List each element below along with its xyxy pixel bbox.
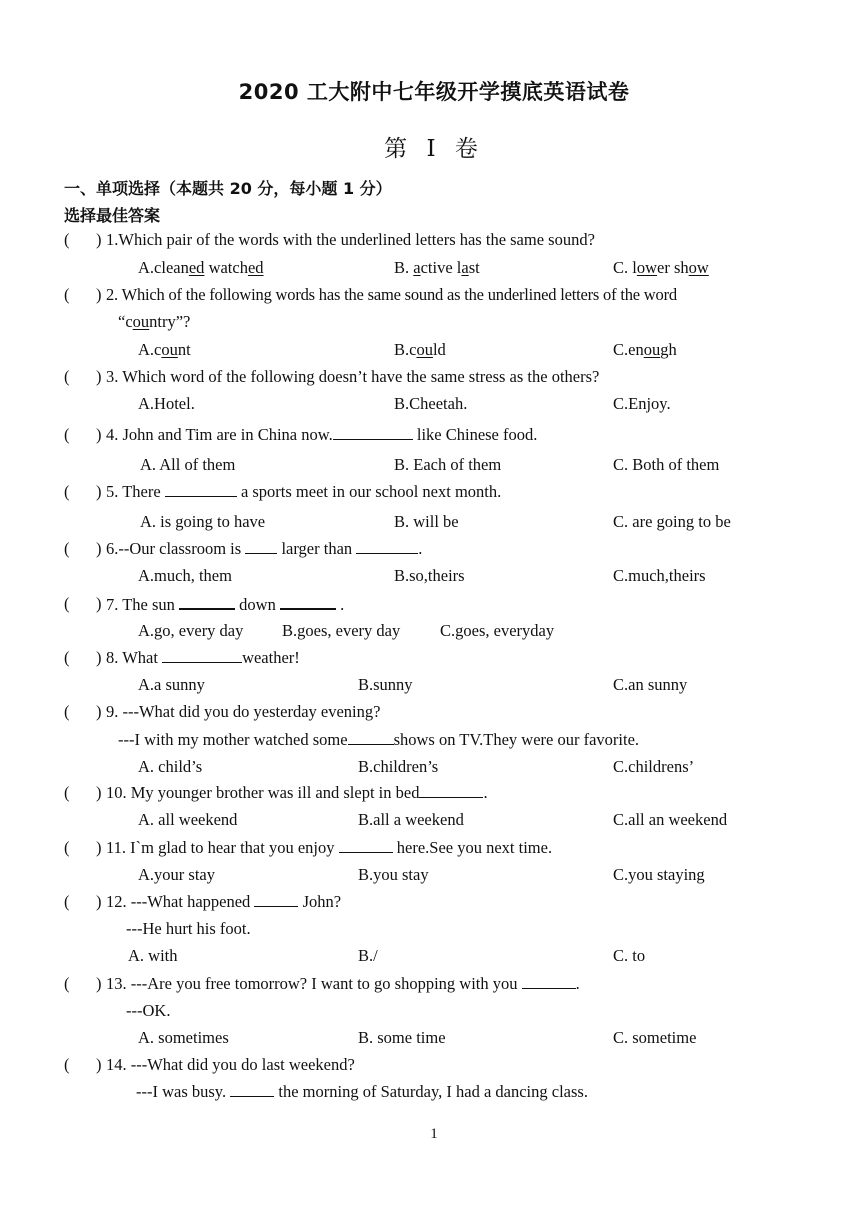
answer-blank[interactable] [165,482,237,497]
question-stem: 1.Which pair of the words with the underlined letters has the same sound? [106,230,595,249]
question-stem: 14. ---What did you do last weekend? [106,1055,355,1074]
option-a: A. child’s [138,757,203,776]
question-stem: 10. My younger brother was ill and slept in bed . [106,783,488,802]
question-continuation: ---OK. [126,1001,171,1020]
option-b: B.you stay [358,865,429,884]
answer-paren-close: ) [96,594,102,613]
answer-paren-open[interactable]: ( [64,367,70,386]
page-number: 1 [430,1126,438,1142]
question-stem: 11. I`m glad to hear that you enjoy here.See you next time. [106,838,553,857]
answer-paren-close: ) [96,838,102,857]
question-stem: 9. ---What did you do yesterday evening? [106,702,381,721]
question-stem: 4. John and Tim are in China now. like Chinese food. [106,425,538,444]
volume-heading: 第 I 卷 [384,136,484,162]
option-c: C.an sunny [613,675,688,694]
answer-paren-open[interactable]: ( [64,702,70,721]
answer-paren-close: ) [96,702,102,721]
question-stem: 7. The sun down . [106,595,345,614]
answer-paren-open[interactable]: ( [64,594,70,613]
question-stem: 2. Which of the following words has the same sound as the underlined letters of the word [106,285,677,304]
option-b: B. some time [358,1028,446,1047]
answer-blank[interactable] [419,783,483,798]
question-stem: 12. ---What happened John? [106,892,342,911]
option-b: B.so,theirs [394,566,465,585]
section-subtitle: 选择最佳答案 [64,206,161,225]
option-c: C.goes, everyday [440,621,555,640]
option-a: A.go, every day [138,621,244,640]
question-stem: 5. There a sports meet in our school next month. [106,482,502,501]
answer-paren-close: ) [96,648,102,667]
answer-paren-close: ) [96,892,102,911]
option-a: A.much, them [138,566,232,585]
answer-blank[interactable] [339,838,393,853]
answer-paren-close: ) [96,783,102,802]
option-c: C. Both of them [613,455,720,474]
option-a: A. sometimes [138,1028,229,1047]
answer-blank[interactable] [245,539,277,554]
option-c: C.you staying [613,865,705,884]
answer-paren-open[interactable]: ( [64,425,70,444]
answer-paren-open[interactable]: ( [64,783,70,802]
question-stem: 6.--Our classroom is larger than . [106,539,423,558]
section-title: 一、单项选择（本题共 20 分，每小题 1 分） [64,179,392,198]
option-a: A. all weekend [138,810,238,829]
option-c: C. sometime [613,1028,697,1047]
option-c: C.childrens’ [613,757,695,776]
option-c: C.enough [613,340,677,359]
option-b: B./ [358,946,378,965]
answer-paren-close: ) [96,285,102,304]
option-b: B. will be [394,512,459,531]
answer-blank[interactable] [162,648,242,663]
option-c: C. are going to be [613,512,731,531]
answer-blank[interactable] [522,974,576,989]
option-c: C.much,theirs [613,566,706,585]
answer-paren-open[interactable]: ( [64,974,70,993]
answer-blank[interactable] [348,730,394,745]
answer-paren-close: ) [96,230,102,249]
answer-blank[interactable] [333,425,413,440]
exam-title: 2020 工大附中七年级开学摸底英语试卷 [238,80,630,104]
option-c: C. lower show [613,258,709,277]
option-a: A.a sunny [138,675,205,694]
question-stem: 3. Which word of the following doesn’t have the same stress as the others? [106,367,600,386]
option-a: A. All of them [140,455,236,474]
option-b: B.Cheetah. [394,394,468,413]
answer-blank[interactable] [179,594,235,610]
option-c: C.Enjoy. [613,394,671,413]
answer-blank[interactable] [280,594,336,610]
option-b: B. Each of them [394,455,502,474]
answer-paren-close: ) [96,482,102,501]
answer-paren-open[interactable]: ( [64,838,70,857]
question-continuation: ---He hurt his foot. [126,919,251,938]
option-c: C. to [613,946,646,965]
answer-paren-open[interactable]: ( [64,230,70,249]
option-b: B.sunny [358,675,413,694]
answer-paren-close: ) [96,539,102,558]
answer-paren-close: ) [96,367,102,386]
option-b: B.all a weekend [358,810,464,829]
answer-paren-close: ) [96,974,102,993]
option-a: A.your stay [138,865,215,884]
option-a: A.count [138,340,191,359]
option-a: A.Hotel. [138,394,195,413]
answer-paren-open[interactable]: ( [64,648,70,667]
answer-paren-close: ) [96,425,102,444]
question-continuation: ---I with my mother watched some shows on TV.They were our favorite. [118,730,640,749]
answer-blank[interactable] [254,892,298,907]
answer-blank[interactable] [230,1082,274,1097]
question-stem: 13. ---Are you free tomorrow? I want to go shopping with you . [106,974,580,993]
option-b: B.could [394,340,446,359]
option-b: B.children’s [358,757,439,776]
question-continuation: “country”? [118,312,191,331]
answer-paren-open[interactable]: ( [64,539,70,558]
option-b: B.goes, every day [282,621,401,640]
answer-paren-open[interactable]: ( [64,1055,70,1074]
option-a: A. is going to have [140,512,266,531]
answer-paren-open[interactable]: ( [64,285,70,304]
question-stem: 8. What weather! [106,648,300,667]
answer-paren-open[interactable]: ( [64,482,70,501]
option-a: A.cleaned watched [138,258,264,277]
question-continuation: ---I was busy. the morning of Saturday, I had a dancing class. [136,1082,588,1101]
option-a: A. with [128,946,178,965]
option-c: C.all an weekend [613,810,728,829]
answer-blank[interactable] [356,539,418,554]
answer-paren-close: ) [96,1055,102,1074]
option-b: B. active last [394,258,480,277]
answer-paren-open[interactable]: ( [64,892,70,911]
